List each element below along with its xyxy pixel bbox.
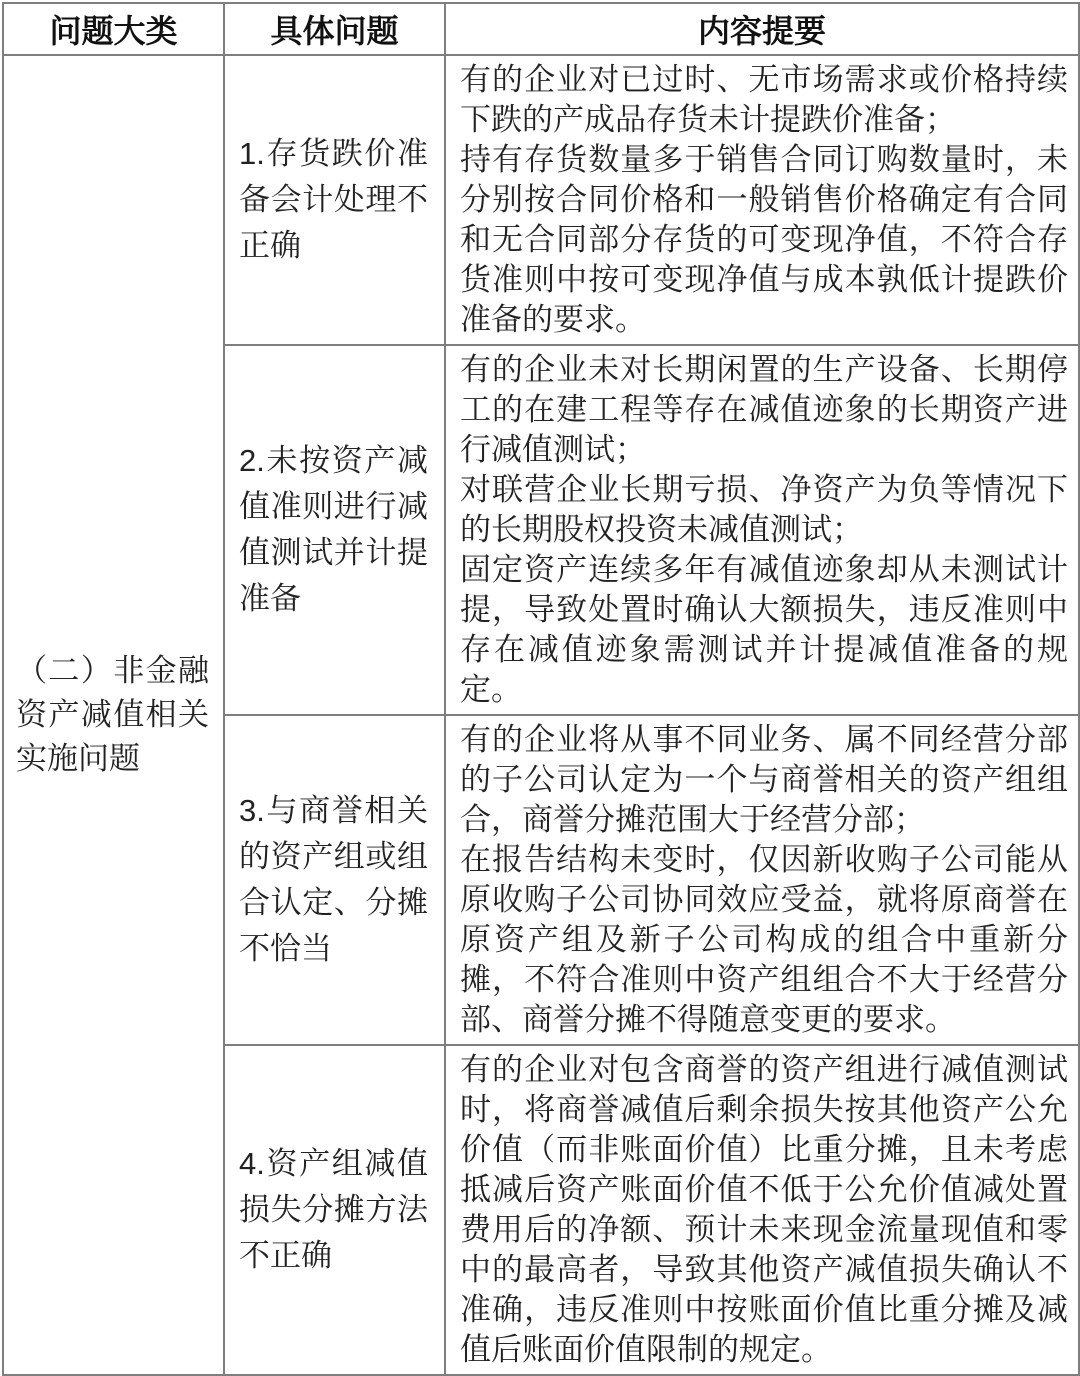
header-problem-category: 问题大类 xyxy=(3,3,224,55)
summary-cell-1: 有的企业对已过时、无市场需求或价格持续下跌的产成品存货未计提跌价准备； 持有存货数量多于销售合同订购数量时，未分别按合同价格和一般销售价格确定有合同和无合同部分存货的可变现净值，不符合存货准则中按可变现净值与成本孰低计提跌价准备的要求。 xyxy=(445,55,1079,345)
problem-cell-1: 1.存货跌价准备会计处理不正确 xyxy=(224,55,445,345)
table-row xyxy=(3,55,1079,345)
summary-cell-3: 有的企业将从事不同业务、属不同经营分部的子公司认定为一个与商誉相关的资产组组合，商誉分摊范围大于经营分部； 在报告结构未变时，仅因新收购子公司能从原收购子公司协同效应受益，就将原商誉在原资产组及新子公司构成的组合中重新分摊，不符合准则中资产组组合不大于经营分部、商誉分摊不得随意变更的要求。 xyxy=(445,715,1079,1045)
header-row xyxy=(3,3,1079,55)
summary-cell-4: 有的企业对包含商誉的资产组进行减值测试时，将商誉减值后剩余损失按其他资产公允价值（而非账面价值）比重分摊，且未考虑抵减后资产账面价值不低于公允价值减处置费用后的净额、预计未来现金流量现值和零中的最高者，导致其他资产减值损失确认不准确，违反准则中按账面价值比重分摊及减值后账面价值限制的规定。 xyxy=(445,1045,1079,1375)
header-content-summary: 内容提要 xyxy=(445,3,1079,55)
problem-cell-2: 2.未按资产减值准则进行减值测试并计提准备 xyxy=(224,345,445,715)
issues-table xyxy=(2,2,1080,1376)
category-cell: （二）非金融资产减值相关实施问题 xyxy=(3,55,224,1375)
problem-cell-3: 3.与商誉相关的资产组或组合认定、分摊不恰当 xyxy=(224,715,445,1045)
header-specific-problem: 具体问题 xyxy=(224,3,445,55)
problem-cell-4: 4.资产组减值损失分摊方法不正确 xyxy=(224,1045,445,1375)
summary-cell-2: 有的企业未对长期闲置的生产设备、长期停工的在建工程等存在减值迹象的长期资产进行减值测试； 对联营企业长期亏损、净资产为负等情况下的长期股权投资未减值测试； 固定资产连续多年有减值迹象却从未测试计提，导致处置时确认大额损失，违反准则中存在减值迹象需测试并计提减值准备的规定。 xyxy=(445,345,1079,715)
